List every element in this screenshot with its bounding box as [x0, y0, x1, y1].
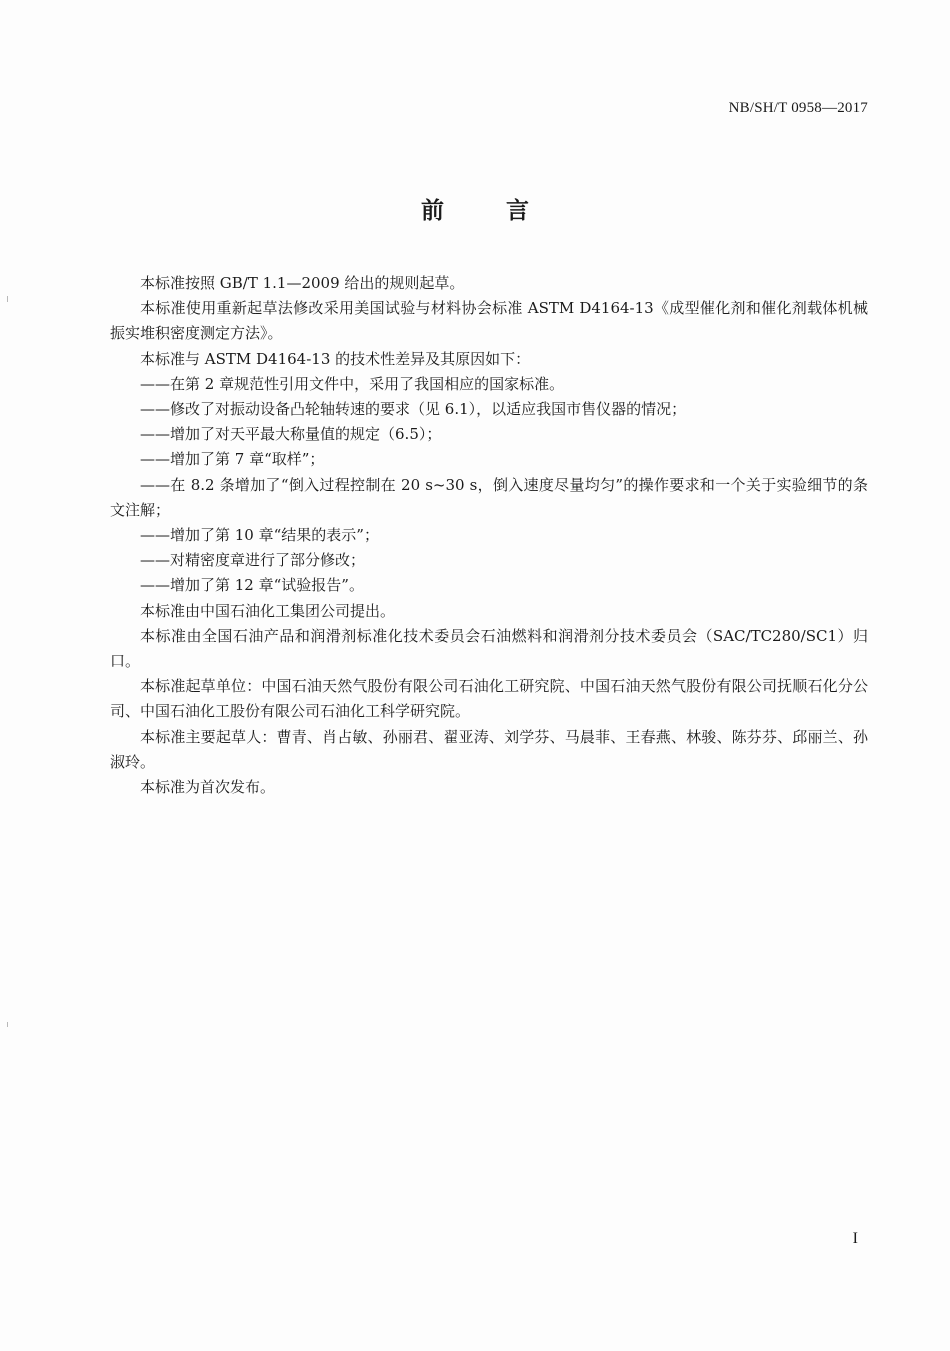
paragraph-differences-intro: 本标准与 ASTM D4164-13 的技术性差异及其原因如下：: [140, 349, 531, 368]
difference-item-7: ——对精密度章进行了部分修改；: [140, 551, 366, 570]
scan-speck: [7, 296, 8, 302]
difference-item-5: ——在 8.2 条增加了“倒入过程控制在 20 s~30 s，倒入速度尽量均匀”的操作要求和一个关于实验细节的条文注解；: [110, 475, 868, 519]
difference-item-4: ——增加了第 7 章“取样”；: [140, 450, 325, 469]
paragraph-committee: 本标准由全国石油产品和润滑剂标准化技术委员会石油燃料和润滑剂分技术委员会（SAC/TC280/SC1）归口。: [110, 626, 868, 671]
difference-item-8: ——增加了第 12 章“试验报告”。: [140, 576, 364, 595]
difference-item-1: ——在第 2 章规范性引用文件中，采用了我国相应的国家标准。: [140, 374, 565, 393]
page-number: I: [852, 1230, 858, 1247]
page-title: 前言: [421, 198, 591, 224]
difference-item-2: ——修改了对振动设备凸轮轴转速的要求（见 6.1），以适应我国市售仪器的情况；: [140, 400, 687, 419]
paragraph-drafting-units: 本标准起草单位：中国石油天然气股份有限公司石油化工研究院、中国石油天然气股份有限公司抚顺石化分公司、中国石油化工股份有限公司石油化工科学研究院。: [110, 677, 868, 721]
scan-speck: [7, 1022, 8, 1027]
paragraph-drafters: 本标准主要起草人：曹青、肖占敏、孙丽君、翟亚涛、刘学芬、马晨菲、王春燕、林骏、陈芬芬、邱丽兰、孙淑玲。: [110, 727, 868, 771]
document-code: NB/SH/T 0958—2017: [728, 100, 868, 116]
paragraph-drafting-rules: 本标准按照 GB/T 1.1—2009 给出的规则起草。: [140, 274, 465, 292]
paragraph-proposer: 本标准由中国石油化工集团公司提出。: [140, 601, 396, 620]
difference-item-6: ——增加了第 10 章“结果的表示”；: [140, 526, 379, 545]
difference-item-3: ——增加了对天平最大称量值的规定（6.5）；: [140, 425, 442, 444]
paragraph-adoption: 本标准使用重新起草法修改采用美国试验与材料协会标准 ASTM D4164-13《成型催化剂和催化剂载体机械振实堆积密度测定方法》。: [110, 299, 868, 343]
paragraph-first-release: 本标准为首次发布。: [140, 778, 276, 797]
foreword-body: [110, 271, 868, 800]
